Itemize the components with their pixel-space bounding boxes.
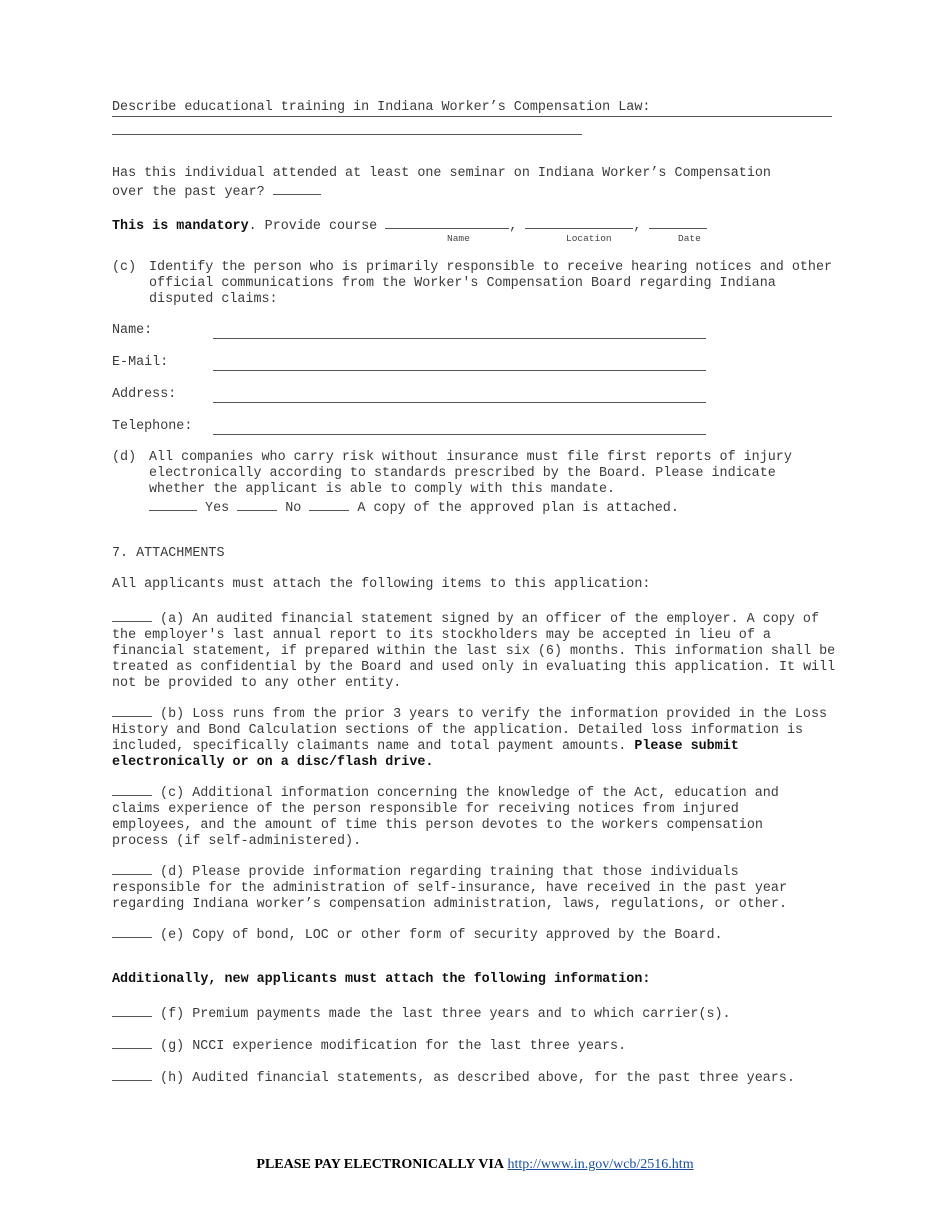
contact-email-label: E-Mail: — [112, 355, 169, 370]
section-c-marker: (c) — [112, 260, 137, 275]
item-d-text: (d) Please provide information regarding training that those individuals responsible for the administration of self-insurance, have received in the past year regarding Indiana worker’s compensation administration, laws, regulations, or other. — [112, 865, 787, 912]
item-c-check-blank[interactable] — [112, 783, 152, 796]
payment-link[interactable]: http://www.in.gov/wcb/2516.htm — [507, 1157, 694, 1172]
no-blank[interactable] — [237, 498, 277, 511]
attachment-item-d — [112, 862, 832, 913]
contact-email-field[interactable] — [213, 370, 706, 371]
course-name-blank[interactable] — [385, 216, 509, 229]
course-date-blank[interactable] — [649, 216, 707, 229]
item-h-check-blank[interactable] — [112, 1068, 152, 1081]
attachments-heading: 7. ATTACHMENTS — [112, 546, 225, 561]
mandatory-label: This is mandatory — [112, 219, 249, 234]
course-location-blank[interactable] — [525, 216, 633, 229]
section-d-options — [149, 498, 679, 517]
contact-name-label: Name: — [112, 323, 153, 338]
attachment-item-e — [112, 925, 723, 944]
contact-telephone-field[interactable] — [213, 434, 706, 435]
section-d-text: All companies who carry risk without insurance must file first reports of injury electronically according to standards prescribed by the Board. Please indicate whether the applicant is able to comply with this mandate. — [149, 450, 792, 497]
plan-label: A copy of the approved plan is attached. — [357, 501, 679, 516]
section-c-text: Identify the person who is primarily responsible to receive hearing notices and other official communications from the Worker's Compensation Board regarding Indiana disputed claims: — [149, 260, 833, 307]
item-a-text: (a) An audited financial statement signed by an officer of the employer. A copy of the employer's last annual report to its stockholders may be accepted in lieu of a financial statement, if prepared within the last six (6) months. This information shall be treated as confidential by the Board and used only in evaluating this application. It will not be provided to any other entity. — [112, 612, 836, 691]
seminar-question-line-1: Has this individual attended at least one seminar on Indiana Worker’s Compensation — [112, 166, 771, 181]
item-f-text: (f) Premium payments made the last three years and to which carrier(s). — [160, 1007, 731, 1022]
attachment-item-c — [112, 783, 817, 850]
mandatory-line: This is mandatory. Provide course , , — [112, 216, 707, 235]
attachment-item-g — [112, 1036, 626, 1055]
yes-blank[interactable] — [149, 498, 197, 511]
item-d-check-blank[interactable] — [112, 862, 152, 875]
seminar-question-text: over the past year? — [112, 185, 265, 200]
attachment-item-a — [112, 609, 842, 692]
contact-name-field[interactable] — [213, 338, 706, 339]
section-d-marker: (d) — [112, 450, 137, 465]
attachment-item-f — [112, 1004, 731, 1023]
item-a-check-blank[interactable] — [112, 609, 152, 622]
item-c-text: (c) Additional information concerning the knowledge of the Act, education and claims experience of the person responsible for receiving notices from injured employees, and the amount of time this person devotes to the workers compensation process (if self-administered). — [112, 786, 779, 849]
contact-address-field[interactable] — [213, 402, 706, 403]
item-e-check-blank[interactable] — [112, 925, 152, 938]
item-f-check-blank[interactable] — [112, 1004, 152, 1017]
item-b-text: (b) Loss runs from the prior 3 years to verify the information provided in the Loss History and Bond Calculation sections of the application. Detailed loss information is included, specifically claimants name and total payment amounts. — [112, 707, 828, 754]
no-label: No — [285, 501, 302, 516]
attachments-intro: All applicants must attach the following items to this application: — [112, 577, 651, 592]
attachment-item-b — [112, 704, 842, 771]
new-applicants-heading: Additionally, new applicants must attach the following information: — [112, 972, 651, 987]
payment-footer — [0, 1157, 950, 1173]
item-g-check-blank[interactable] — [112, 1036, 152, 1049]
item-g-text: (g) NCCI experience modification for the last three years. — [160, 1039, 627, 1054]
training-question: Describe educational training in Indiana Worker’s Compensation Law: — [112, 100, 651, 115]
item-h-text: (h) Audited financial statements, as described above, for the past three years. — [160, 1071, 795, 1086]
item-b-bold-note: Please submit electronically or on a disc/flash drive. — [112, 739, 739, 770]
item-b-check-blank[interactable] — [112, 704, 152, 717]
payment-label: PLEASE PAY ELECTRONICALLY VIA — [256, 1157, 504, 1172]
training-answer-line-2[interactable] — [112, 134, 582, 135]
yes-label: Yes — [205, 501, 230, 516]
contact-address-label: Address: — [112, 387, 177, 402]
course-date-caption: Date — [678, 233, 701, 244]
item-e-text: (e) Copy of bond, LOC or other form of security approved by the Board. — [160, 928, 723, 943]
course-name-caption: Name — [447, 233, 470, 244]
plan-blank[interactable] — [309, 498, 349, 511]
contact-telephone-label: Telephone: — [112, 419, 193, 434]
training-answer-line-1[interactable] — [112, 116, 832, 117]
seminar-answer-blank[interactable] — [273, 182, 321, 195]
course-location-caption: Location — [566, 233, 612, 244]
attachment-item-h — [112, 1068, 795, 1087]
seminar-question-line-2 — [112, 182, 321, 201]
mandatory-text: . Provide course — [248, 219, 378, 234]
